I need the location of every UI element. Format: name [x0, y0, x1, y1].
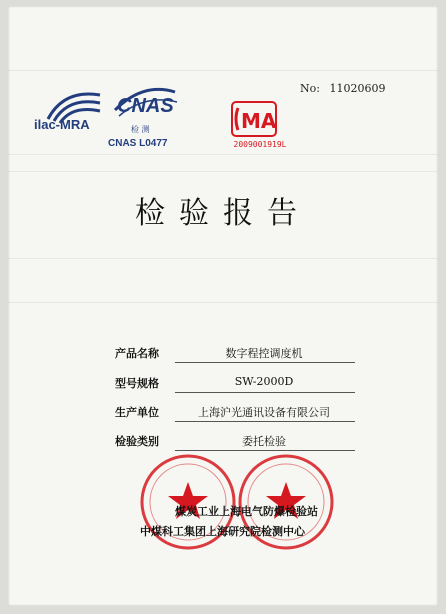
- ilac-mra-logo: [34, 85, 109, 143]
- cnas-sub-label: 检 测: [131, 125, 150, 134]
- report-number: [300, 82, 385, 95]
- field-value: 数字程控调度机: [225, 347, 303, 360]
- cma-stamp: [224, 98, 294, 158]
- field-underline: [175, 362, 355, 363]
- field-underline: [175, 392, 355, 393]
- field-row-manufacturer: [115, 404, 360, 424]
- field-label: 产品名称: [115, 347, 159, 360]
- field-value: SW-2000D: [234, 375, 294, 388]
- field-value: 委托检验: [242, 435, 286, 448]
- cma-number: 2009001919L: [233, 140, 287, 149]
- field-underline: [175, 450, 355, 451]
- field-label: 型号规格: [115, 377, 159, 390]
- issuer-station: 煤炭工业上海电气防爆检验站: [175, 505, 318, 518]
- report-number-value: 11020609: [329, 82, 386, 95]
- field-row-inspection-type: [115, 433, 360, 453]
- cma-wordmark: MA: [241, 109, 277, 133]
- field-underline: [175, 421, 355, 422]
- issuer-testing-center: 中煤科工集团上海研究院检测中心: [140, 525, 305, 538]
- field-value: 上海沪光通讯设备有限公司: [198, 406, 330, 419]
- field-label: 生产单位: [115, 406, 159, 419]
- report-number-label: No:: [300, 82, 320, 95]
- field-label: 检验类别: [115, 435, 159, 448]
- page-title: 检验报告: [135, 196, 311, 231]
- field-row-model: [115, 375, 360, 395]
- cnas-wordmark: CNAS: [117, 95, 174, 117]
- ilac-label: ilac-MRA: [34, 117, 90, 132]
- cnas-code: CNAS L0477: [108, 138, 168, 149]
- field-row-product-name: [115, 345, 360, 365]
- cnas-emblem-icon: [105, 80, 190, 125]
- cnas-logo: [105, 80, 190, 155]
- cma-mark-icon: [224, 98, 294, 140]
